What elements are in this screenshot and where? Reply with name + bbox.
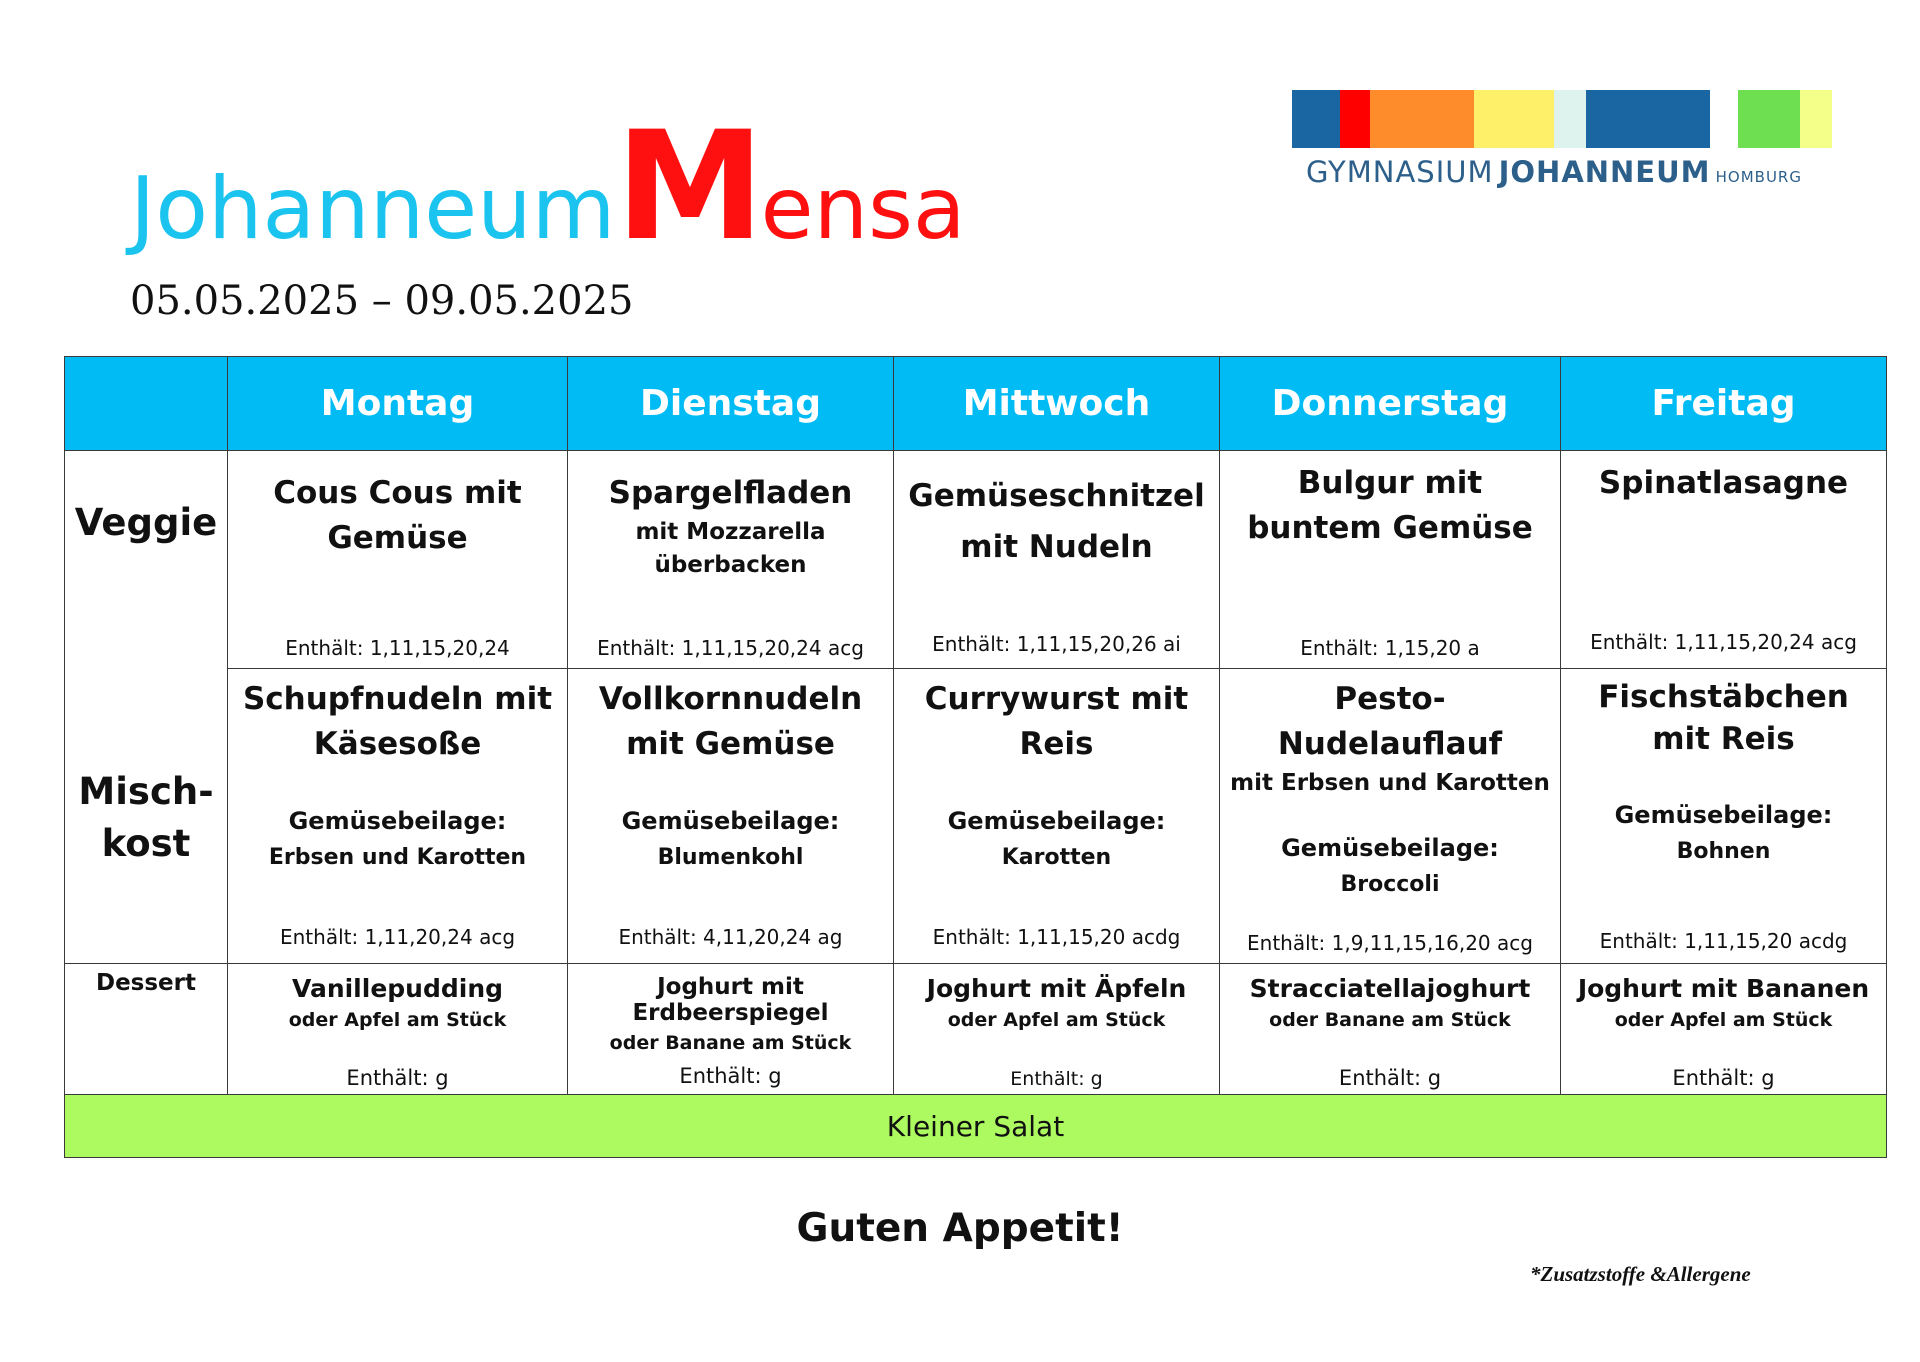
day-header-monday: Montag — [228, 357, 568, 451]
dish-name: Currywurst mit Reis — [924, 681, 1189, 762]
side-dish: Blumenkohl — [657, 844, 804, 870]
day-header-tuesday: Dienstag — [568, 357, 894, 451]
dish-name: Fischstäbchen mit Reis — [1598, 679, 1849, 757]
mischkost-cell-monday — [228, 669, 568, 964]
allergen-info: Enthält: g — [1672, 1066, 1775, 1090]
school-logo-color-bar — [1292, 90, 1832, 148]
dessert-name: Vanillepudding — [291, 974, 504, 1003]
mischkost-cell-thursday — [1220, 669, 1561, 964]
dessert-cell-tuesday — [568, 964, 894, 1095]
row-label-mischkost — [65, 766, 227, 870]
side-dish-label: Gemüsebeilage: — [947, 806, 1166, 835]
veggie-cell-tuesday — [568, 451, 894, 669]
allergen-info: Enthält: 1,11,15,20,24 acg — [1590, 630, 1857, 654]
title-big-m: M — [615, 100, 761, 274]
dessert-name: Stracciatellajoghurt — [1249, 974, 1531, 1003]
allergen-info: Enthält: 1,15,20 a — [1300, 636, 1480, 660]
row-label-cell — [65, 451, 228, 964]
logo-bar-segment — [1800, 90, 1832, 148]
salad-cell: Kleiner Salat — [65, 1095, 1887, 1158]
day-header-friday: Freitag — [1561, 357, 1887, 451]
mischkost-cell-wednesday — [894, 669, 1220, 964]
allergen-info: Enthält: g — [1338, 1066, 1442, 1090]
row-label-veggie: Veggie — [74, 501, 218, 544]
dessert-alternative: oder Banane am Stück — [609, 1032, 852, 1054]
allergen-info: Enthält: g — [1010, 1068, 1103, 1090]
allergen-info: Enthält: 1,11,15,20 acdg — [932, 925, 1181, 949]
allergen-info: Enthält: 1,11,15,20,24 — [285, 636, 510, 660]
side-dish-label: Gemüsebeilage: — [621, 806, 840, 835]
dessert-cell-monday — [228, 964, 568, 1095]
side-dish: Broccoli — [1340, 872, 1440, 898]
side-dish-label: Gemüsebeilage: — [1281, 834, 1499, 863]
dish-name: Vollkornnudeln mit Gemüse — [598, 681, 863, 762]
title-ensa: ensa — [760, 159, 966, 259]
allergen-footnote: *Zusatzstoffe &Allergene — [1530, 1262, 1751, 1286]
dessert-label-text: Dessert — [95, 970, 196, 996]
dessert-alternative: oder Banane am Stück — [1269, 1009, 1511, 1031]
allergen-info: Enthält: g — [346, 1066, 449, 1090]
corner-header — [65, 357, 228, 451]
side-dish: Erbsen und Karotten — [268, 844, 527, 870]
logo-bar-segment — [1586, 90, 1710, 148]
dish-name: Gemüseschnitzel mit Nudeln — [908, 478, 1205, 566]
logo-bar-segment — [1738, 90, 1800, 148]
row-label-dessert — [65, 964, 228, 1095]
dessert-alternative: oder Apfel am Stück — [947, 1009, 1166, 1031]
day-header-wednesday: Mittwoch — [894, 357, 1220, 451]
allergen-info: Enthält: 1,11,20,24 acg — [279, 925, 516, 949]
date-range: 05.05.2025 – 09.05.2025 — [130, 278, 634, 324]
greeting-text: Guten Appetit! — [796, 1206, 1124, 1251]
logo-bar-segment — [1474, 90, 1554, 148]
mischkost-row — [65, 669, 1887, 964]
side-dish: Karotten — [1001, 844, 1112, 870]
veggie-cell-thursday — [1220, 451, 1561, 669]
allergen-info: Enthält: 1,9,11,15,16,20 acg — [1247, 931, 1533, 955]
veggie-row — [65, 451, 1887, 669]
dessert-cell-thursday — [1220, 964, 1561, 1095]
dessert-cell-wednesday — [894, 964, 1220, 1095]
dish-subtitle: mit Mozzarella überbacken — [635, 518, 826, 579]
allergen-info: Enthält: 4,11,20,24 ag — [618, 925, 843, 949]
logo-bar-segment — [1370, 90, 1474, 148]
allergen-info: Enthält: g — [679, 1064, 782, 1088]
logo-johanneum: JOHANNEUM — [1498, 155, 1711, 189]
dish-name: Pesto-Nudelauflauf — [1277, 681, 1503, 762]
salad-row — [65, 1095, 1887, 1158]
side-dish-label: Gemüsebeilage: — [288, 806, 507, 835]
logo-bar-segment — [1340, 90, 1370, 148]
allergen-info: Enthält: 1,11,15,20,24 acg — [597, 636, 864, 660]
dessert-alternative: oder Apfel am Stück — [1614, 1009, 1833, 1031]
menu-table — [64, 356, 1887, 1158]
dessert-cell-friday — [1561, 964, 1887, 1095]
logo-bar-segment — [1292, 90, 1340, 148]
mischkost-label-line1: Misch- — [78, 770, 214, 813]
dessert-name: Joghurt mit Äpfeln — [926, 974, 1187, 1003]
veggie-cell-wednesday — [894, 451, 1220, 669]
mischkost-cell-friday — [1561, 669, 1887, 964]
dessert-alternative: oder Apfel am Stück — [288, 1009, 507, 1031]
veggie-cell-monday — [228, 451, 568, 669]
allergen-info: Enthält: 1,11,15,20 acdg — [1599, 929, 1848, 953]
page-title — [130, 100, 966, 274]
side-dish: Bohnen — [1676, 838, 1771, 864]
school-logo-text — [1306, 155, 1802, 189]
title-johanneum: Johanneum — [130, 159, 616, 259]
mischkost-label-line2: kost — [101, 821, 191, 865]
dish-subtitle: mit Erbsen und Karotten — [1230, 769, 1550, 796]
side-dish-label: Gemüsebeilage: — [1614, 800, 1833, 829]
dish-name: Bulgur mit buntem Gemüse — [1247, 465, 1533, 546]
dessert-name: Joghurt mit Bananen — [1577, 974, 1870, 1003]
dish-name: Cous Cous mit Gemüse — [273, 475, 522, 556]
logo-gymnasium: GYMNASIUM — [1306, 155, 1494, 189]
logo-bar-segment — [1710, 90, 1738, 148]
day-header-row — [65, 357, 1887, 451]
mischkost-cell-tuesday — [568, 669, 894, 964]
logo-bar-segment — [1554, 90, 1586, 148]
dessert-row — [65, 964, 1887, 1095]
allergen-info: Enthält: 1,11,15,20,26 ai — [932, 632, 1181, 656]
day-header-thursday: Donnerstag — [1220, 357, 1561, 451]
dish-name: Spinatlasagne — [1598, 465, 1849, 501]
dessert-name: Joghurt mit Erdbeerspiegel — [632, 974, 829, 1026]
veggie-cell-friday — [1561, 451, 1887, 669]
dish-name: Spargelfladen — [608, 475, 853, 511]
dish-name: Schupfnudeln mit Käsesoße — [242, 681, 553, 762]
logo-homburg: HOMBURG — [1715, 168, 1802, 186]
